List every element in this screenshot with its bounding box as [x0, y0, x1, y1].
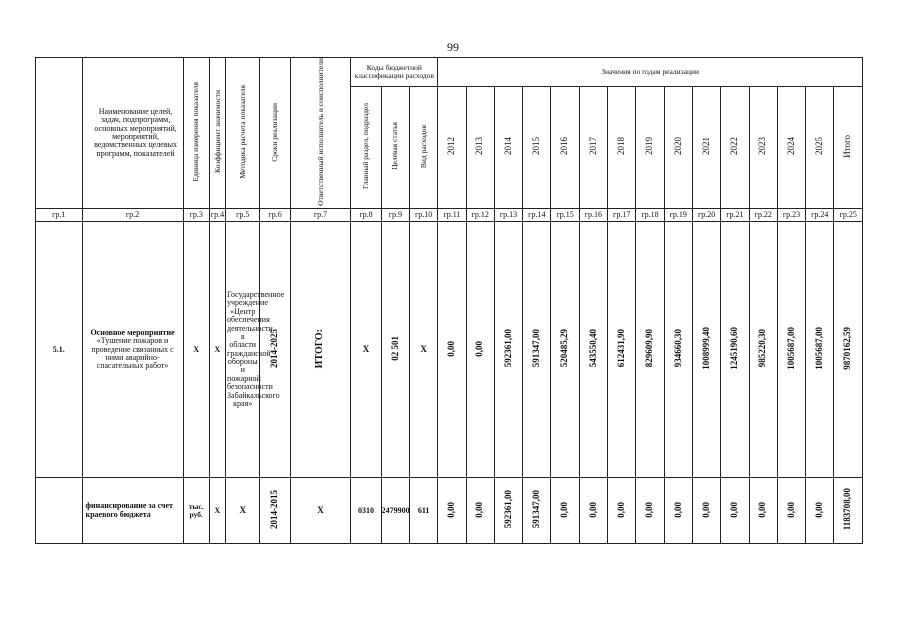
row-chapter: Х — [351, 222, 381, 478]
header-total: Итого — [834, 86, 863, 209]
row-coef: Х — [183, 222, 209, 478]
header-coef: Коэффициент значимости — [209, 58, 225, 209]
row-value: 0,00 — [749, 478, 777, 544]
header-year: 2019 — [636, 86, 664, 209]
header-year: 2015 — [523, 86, 551, 209]
row-value: 0,00 — [438, 222, 466, 478]
column-number: гр.5 — [226, 209, 260, 222]
header-year: 2022 — [721, 86, 749, 209]
column-number: гр.4 — [209, 209, 225, 222]
header-year: 2012 — [438, 86, 466, 209]
header-year: 2017 — [579, 86, 607, 209]
row-terms: 2014-2025 — [260, 222, 290, 478]
row-value: 0,00 — [664, 478, 692, 544]
row-unit: тыс. руб. — [183, 478, 209, 544]
row-total: 1183708,00 — [834, 478, 863, 544]
row-expense: 611 — [409, 478, 437, 544]
column-number: гр.18 — [636, 209, 664, 222]
column-number: гр.9 — [381, 209, 409, 222]
row-value: 591347,00 — [523, 222, 551, 478]
header-years-group: Значения по годам реализации — [438, 58, 863, 87]
row-value: 0,00 — [636, 478, 664, 544]
row-method-x: Х — [209, 222, 225, 478]
row-number — [36, 478, 83, 544]
row-value: 0,00 — [466, 478, 494, 544]
row-value: 0,00 — [608, 478, 636, 544]
row-value: 0,00 — [692, 478, 720, 544]
row-value: 0,00 — [721, 478, 749, 544]
row-value: 592361,00 — [494, 222, 522, 478]
column-number: гр.12 — [466, 209, 494, 222]
column-number-row — [36, 209, 863, 222]
row-value: 0,00 — [579, 478, 607, 544]
column-number: гр.8 — [351, 209, 381, 222]
row-name — [82, 222, 183, 478]
header-year: 2023 — [749, 86, 777, 209]
column-number: гр.6 — [260, 209, 290, 222]
row-value: 0,00 — [806, 478, 834, 544]
column-number: гр.22 — [749, 209, 777, 222]
header-year: 2016 — [551, 86, 579, 209]
column-number: гр.13 — [494, 209, 522, 222]
column-number: гр.15 — [551, 209, 579, 222]
header-chapter: Главный раздел, подраздел — [351, 86, 381, 209]
column-number: гр.25 — [834, 209, 863, 222]
row-number: 5.1. — [36, 222, 83, 478]
header-terms: Сроки реализации — [260, 58, 290, 209]
row-value: 0,00 — [466, 222, 494, 478]
column-number: гр.10 — [409, 209, 437, 222]
row-value: 591347,00 — [523, 478, 551, 544]
header-year: 2014 — [494, 86, 522, 209]
column-number: гр.11 — [438, 209, 466, 222]
row-value: 612431,90 — [608, 222, 636, 478]
header-budget-codes: Коды бюджетной классификации расходов — [351, 58, 438, 87]
column-number: гр.2 — [82, 209, 183, 222]
table-row — [36, 478, 863, 544]
row-value: 520485,29 — [551, 222, 579, 478]
row-value: 0,00 — [438, 478, 466, 544]
header-row-top — [36, 58, 863, 87]
column-number: гр.21 — [721, 209, 749, 222]
row-value: 0,00 — [551, 478, 579, 544]
column-number: гр.14 — [523, 209, 551, 222]
row-value: 1005687,00 — [806, 222, 834, 478]
header-year: 2025 — [806, 86, 834, 209]
row-value: 1245190,60 — [721, 222, 749, 478]
column-number: гр.20 — [692, 209, 720, 222]
header-year: 2021 — [692, 86, 720, 209]
row-terms: 2014-2015 — [260, 478, 290, 544]
column-number: гр.7 — [290, 209, 351, 222]
column-number: гр.16 — [579, 209, 607, 222]
row-coef: Х — [209, 478, 225, 544]
column-number: гр.3 — [183, 209, 209, 222]
column-number: гр.1 — [36, 209, 83, 222]
header-method: Методика расчета показателя — [226, 58, 260, 209]
column-number: гр.23 — [777, 209, 805, 222]
header-year: 2020 — [664, 86, 692, 209]
header-name: Наименование целей, задач, подпрограмм, основных мероприятий, мероприятий, ведомственных целевых программ, показателей — [82, 58, 183, 209]
row-method: Х — [226, 478, 260, 544]
budget-table — [35, 57, 863, 544]
column-number: гр.19 — [664, 209, 692, 222]
header-responsible: Ответственный исполнитель и соисполнители — [290, 58, 351, 209]
row-value: 1005687,00 — [777, 222, 805, 478]
row-article: 02 501 — [381, 222, 409, 478]
header-article: Целевая статья — [381, 86, 409, 209]
row-total: 9870162,59 — [834, 222, 863, 478]
header-year: 2024 — [777, 86, 805, 209]
page-number: 99 — [447, 40, 459, 54]
row-chapter: 0310 — [351, 478, 381, 544]
header-expense: Вид расходов — [409, 86, 437, 209]
row-method: Государственное учреждение «Центр обеспечения деятельности в области гражданской обороны и пожарной безопасности Забайкальского края» — [226, 222, 260, 478]
row-value: 934660,30 — [664, 222, 692, 478]
header-year: 2018 — [608, 86, 636, 209]
row-responsible: Х — [290, 478, 351, 544]
row-name: финансирование за счет краевого бюджета — [82, 478, 183, 544]
row-value: 829609,90 — [636, 222, 664, 478]
table-row — [36, 222, 863, 478]
row-article: 2479900 — [381, 478, 409, 544]
row-expense: Х — [409, 222, 437, 478]
row-value: 543550,40 — [579, 222, 607, 478]
row-responsible: ИТОГО: — [290, 222, 351, 478]
row-name-rest: «Тушение пожаров и проведение связанных с ними аварийно-спасательных работ» — [91, 336, 174, 371]
row-value: 592361,00 — [494, 478, 522, 544]
header-unit: Единица измерения показателя — [183, 58, 209, 209]
header-num-cell — [36, 58, 83, 209]
column-number: гр.17 — [608, 209, 636, 222]
row-value: 985220,30 — [749, 222, 777, 478]
column-number: гр.24 — [806, 209, 834, 222]
row-value: 1008999,40 — [692, 222, 720, 478]
row-value: 0,00 — [777, 478, 805, 544]
row-name-bold: Основное мероприятие — [90, 327, 175, 337]
header-year: 2013 — [466, 86, 494, 209]
